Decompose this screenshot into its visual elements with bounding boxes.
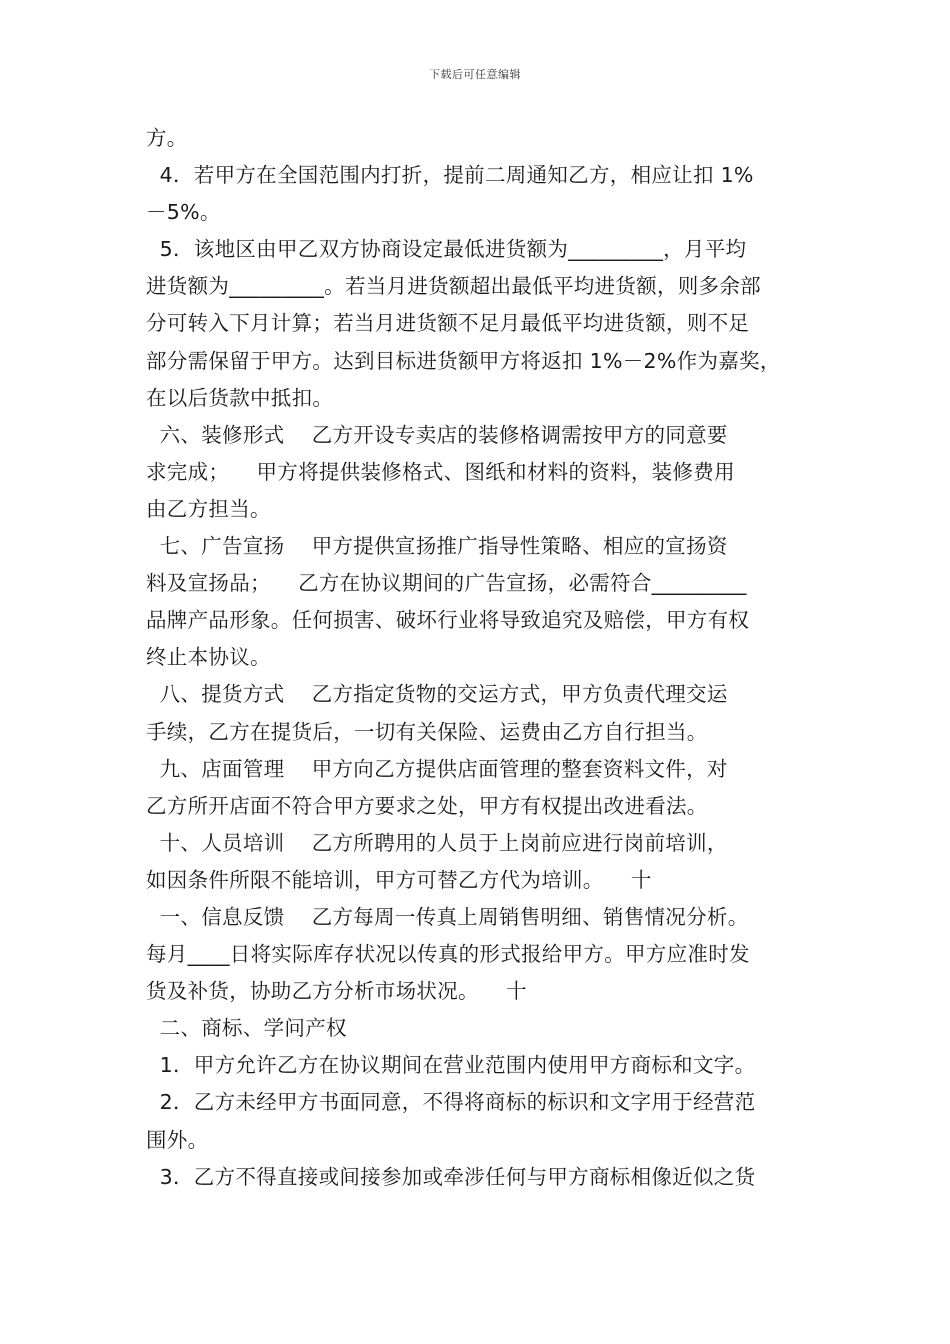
- text-line: 十、人员培训 乙方所聘用的人员于上岗前应进行岗前培训，: [146, 830, 728, 855]
- text-line: 4．若甲方在全国范围内打折，提前二周通知乙方，相应让扣 1%: [146, 163, 754, 188]
- text-line: 围外。: [146, 1127, 209, 1152]
- text-line: 2．乙方未经甲方书面同意，不得将商标的标识和文字用于经营范: [146, 1090, 756, 1115]
- text-line: 料及宣扬品； 乙方在协议期间的广告宣扬，必需符合_________: [146, 571, 747, 596]
- text-line: 终止本协议。: [146, 645, 271, 670]
- text-line: 九、店面管理 甲方向乙方提供店面管理的整套资料文件，对: [146, 756, 728, 781]
- text-line: 乙方所开店面不符合甲方要求之处，甲方有权提出改进看法。: [146, 793, 708, 818]
- text-line: 二、商标、学问产权: [146, 1016, 347, 1041]
- page-header: 下载后可任意编辑: [429, 68, 521, 81]
- text-line: 求完成； 甲方将提供装修格式、图纸和材料的资料，装修费用: [146, 459, 735, 484]
- text-line: 手续，乙方在提货后，一切有关保险、运费由乙方自行担当。: [146, 719, 708, 744]
- text-line: 七、广告宣扬 甲方提供宣扬推广指导性策略、相应的宣扬资: [146, 534, 728, 559]
- text-line: 六、装修形式 乙方开设专卖店的装修格调需按甲方的同意要: [146, 422, 728, 447]
- text-line: 进货额为_________。若当月进货额超出最低平均进货额，则多余部: [146, 274, 761, 299]
- text-line: 方。: [146, 126, 188, 150]
- text-line: 在以后货款中抵扣。: [146, 385, 334, 410]
- text-line: 分可转入下月计算；若当月进货额不足月最低平均进货额，则不足: [146, 311, 750, 336]
- text-line: 5．该地区由甲乙双方协商设定最低进货额为_________，月平均: [146, 237, 747, 262]
- text-line: 货及补货，协助乙方分析市场状况。 十: [146, 979, 527, 1004]
- text-line: 每月____日将实际库存状况以传真的形式报给甲方。甲方应准时发: [146, 942, 750, 967]
- text-line: 部分需保留于甲方。达到目标进货额甲方将返扣 1%－2%作为嘉奖，: [146, 348, 781, 373]
- text-line: 一、信息反馈 乙方每周一传真上周销售明细、销售情况分析。: [146, 904, 749, 929]
- document-body: [146, 120, 822, 1196]
- text-line: 1．甲方允许乙方在协议期间在营业范围内使用甲方商标和文字。: [146, 1053, 756, 1078]
- text-line: 3．乙方不得直接或间接参加或牵涉任何与甲方商标相像近似之货: [146, 1164, 756, 1189]
- text-line: －5%。: [146, 200, 221, 225]
- text-line: 由乙方担当。: [146, 496, 271, 521]
- text-line: 品牌产品形象。任何损害、破坏行业将导致追究及赔偿，甲方有权: [146, 608, 750, 633]
- text-line: 八、提货方式 乙方指定货物的交运方式，甲方负责代理交运: [146, 682, 728, 707]
- text-line: 如因条件所限不能培训，甲方可替乙方代为培训。 十: [146, 867, 652, 892]
